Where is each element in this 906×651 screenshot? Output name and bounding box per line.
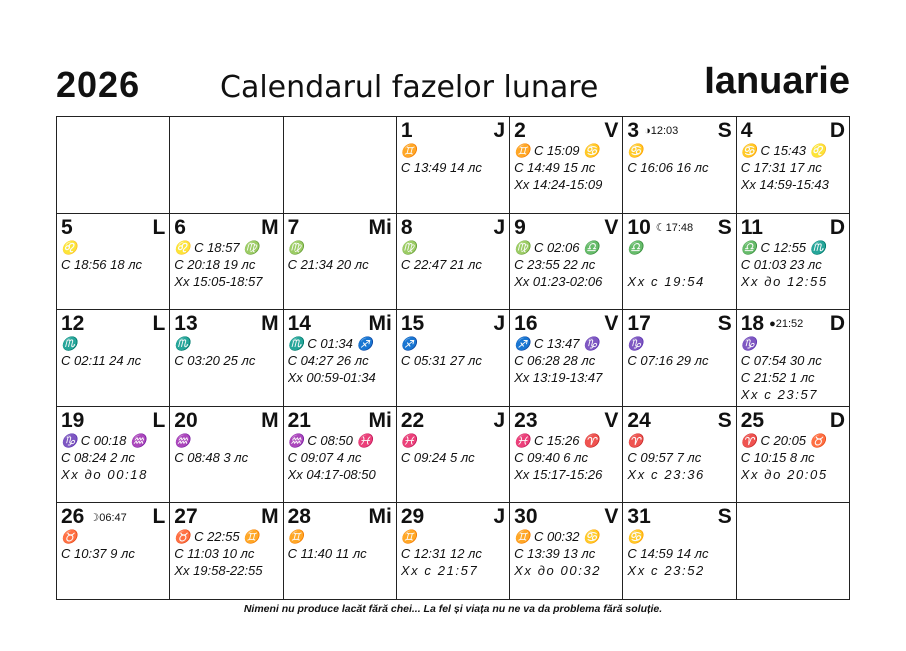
moon-info-line: C 18:56 18 лс (61, 256, 143, 272)
day-header (61, 217, 165, 239)
day-number: 10 (627, 215, 651, 239)
weekday-letter: J (493, 215, 506, 239)
zodiac-line: ♐ C 13:47 ♑ (514, 336, 600, 352)
moon-info-line: Xx 19:58-22:55 (174, 563, 263, 579)
empty-cell (737, 503, 850, 600)
moon-info-line: C 09:07 4 лс (287, 449, 362, 465)
moon-info-line: C 12:31 12 лс (400, 546, 482, 562)
moon-phase: ☽06:47 (89, 511, 127, 524)
day-cell-5 (57, 214, 170, 311)
zodiac-line: ♊ (287, 529, 304, 545)
zodiac-line: ♌ (61, 239, 78, 255)
moon-info-line: C 16:06 16 лс (627, 160, 709, 175)
moon-info-line: Xx до 20:05 (740, 466, 828, 482)
day-cell-23 (510, 407, 623, 504)
moon-info-line: C 09:40 6 лс (514, 449, 588, 465)
weekday-letter: V (604, 215, 619, 239)
day-cell-3 (623, 117, 736, 214)
weekday-letter: M (261, 505, 279, 529)
year-label: 2026 (56, 64, 141, 105)
zodiac-line: ♒ C 08:50 ♓ (287, 432, 373, 448)
weekday-letter: Mi (368, 505, 392, 529)
day-cell-27 (170, 503, 283, 600)
empty-cell (57, 117, 170, 214)
day-number: 27 (174, 505, 198, 529)
weekday-letter: D (829, 408, 845, 432)
day-header (61, 313, 165, 335)
weekday-letter: S (717, 119, 732, 142)
weekday-letter: D (829, 215, 845, 239)
weekday-letter: S (717, 312, 732, 336)
day-number: 5 (61, 215, 73, 239)
day-cell-7 (284, 214, 397, 311)
moon-info-line: Xx до 12:55 (740, 273, 828, 289)
day-number: 24 (627, 408, 651, 432)
day-cell-12 (57, 310, 170, 407)
day-cell-10 (623, 214, 736, 311)
moon-info-line: Xx 14:59-15:43 (740, 177, 829, 192)
moon-info-line: C 03:20 25 лс (174, 353, 256, 369)
zodiac-line: ♓ C 15:26 ♈ (514, 432, 600, 448)
day-number: 8 (400, 215, 413, 239)
zodiac-line: ♊ C 15:09 ♋ (514, 143, 600, 158)
day-cell-1 (397, 117, 510, 214)
day-cell-22 (397, 407, 510, 504)
day-cell-25 (737, 407, 850, 504)
moon-info-line: Xx 00:59-01:34 (287, 370, 376, 386)
day-cell-11 (737, 214, 850, 311)
weekday-letter: M (261, 312, 279, 336)
moon-info-line (627, 256, 731, 273)
zodiac-line: ♑ (740, 336, 757, 352)
moon-phase: ●21:52 (769, 318, 804, 331)
zodiac-line: ♈ (627, 432, 644, 448)
day-cell-30 (510, 503, 623, 600)
moon-info-line: C 02:11 24 лс (61, 353, 142, 369)
zodiac-line: ♑ C 00:18 ♒ (61, 432, 147, 448)
month-label: Ianuarie (704, 60, 850, 102)
moon-info-line: Xx c 23:36 (627, 466, 705, 482)
day-header (401, 120, 505, 142)
day-number: 25 (740, 408, 765, 432)
zodiac-line: ♓ (400, 432, 418, 448)
moon-info-line: C 05:31 27 лс (400, 353, 482, 369)
day-header (401, 410, 505, 432)
day-number: 7 (287, 215, 300, 239)
zodiac-line: ♑ (627, 336, 644, 352)
day-number: 3 (627, 119, 640, 142)
day-cell-13 (170, 310, 283, 407)
moon-info-line: C 06:28 28 лс (514, 353, 596, 369)
moon-info-line: C 08:24 2 лс (61, 449, 135, 465)
moon-info-line: C 14:49 15 лс (514, 160, 596, 175)
day-number: 12 (61, 312, 85, 336)
moon-info-line: C 22:47 21 лс (400, 256, 482, 272)
zodiac-line: ♋ (627, 143, 644, 158)
day-header (174, 506, 278, 528)
moon-info-line: Xx c 19:54 (627, 273, 705, 289)
calendar-grid (56, 116, 850, 600)
day-header (288, 217, 392, 239)
day-number: 31 (627, 505, 651, 529)
moon-info-line: C 01:03 23 лс (740, 256, 822, 272)
zodiac-line: ♏ (61, 336, 78, 352)
day-cell-17 (623, 310, 736, 407)
day-number: 13 (174, 312, 198, 336)
day-header (514, 217, 618, 239)
moon-info-line: Xx 04:17-08:50 (287, 466, 376, 482)
day-cell-16 (510, 310, 623, 407)
day-header (741, 410, 845, 432)
day-header (627, 217, 731, 239)
moon-info-line: Xx 15:05-18:57 (174, 273, 263, 289)
weekday-letter: L (152, 505, 166, 529)
zodiac-line: ♎ C 12:55 ♏ (740, 239, 826, 255)
moon-info-line: C 09:57 7 лс (627, 449, 702, 465)
day-number: 20 (174, 408, 198, 432)
zodiac-line: ♊ (400, 143, 418, 158)
day-number: 23 (514, 408, 538, 432)
day-cell-8 (397, 214, 510, 311)
moon-info-line: C 13:49 14 лс (400, 160, 482, 175)
day-header (61, 410, 165, 432)
day-cell-29 (397, 503, 510, 600)
day-header (288, 506, 392, 528)
day-header (741, 217, 845, 239)
moon-info-line: C 21:52 1 лс (740, 370, 815, 386)
day-cell-28 (284, 503, 397, 600)
zodiac-line: ♏ (174, 336, 191, 352)
zodiac-line: ♌ C 18:57 ♍ (174, 239, 260, 255)
moon-info-line: C 07:16 29 лс (627, 353, 709, 369)
day-number: 2 (514, 119, 526, 142)
day-header (174, 217, 278, 239)
day-header (514, 120, 618, 142)
day-cell-21 (284, 407, 397, 504)
weekday-letter: V (604, 408, 619, 432)
zodiac-line: ♎ (627, 239, 644, 255)
weekday-letter: J (493, 505, 506, 529)
day-cell-6 (170, 214, 283, 311)
zodiac-line: ♉ (61, 529, 78, 545)
day-number: 17 (627, 312, 651, 336)
moon-info-line: C 08:48 3 лс (174, 449, 249, 465)
weekday-letter: S (717, 408, 732, 432)
weekday-letter: M (261, 215, 279, 239)
day-number: 11 (740, 215, 763, 239)
zodiac-line: ♋ C 15:43 ♌ (740, 143, 826, 158)
zodiac-line: ♐ (400, 336, 418, 352)
day-header (401, 217, 505, 239)
day-number: 1 (400, 119, 413, 142)
moon-info-line: C 20:18 19 лс (174, 256, 256, 272)
day-number: 29 (400, 505, 425, 529)
day-header (741, 313, 845, 335)
moon-info-line: Xx c 23:57 (740, 387, 819, 403)
zodiac-line: ♉ C 22:55 ♊ (174, 529, 260, 545)
weekday-letter: V (604, 312, 619, 336)
moon-info-line: C 17:31 17 лс (740, 160, 822, 175)
moon-info-line: C 09:24 5 лс (400, 449, 475, 465)
moon-phase: ☾17:48 (655, 222, 694, 235)
day-number: 22 (400, 408, 425, 432)
moon-info-line: C 21:34 20 лс (287, 256, 369, 272)
day-header (401, 506, 505, 528)
weekday-letter: J (493, 119, 506, 142)
day-header (514, 506, 618, 528)
moon-info-line: C 07:54 30 лс (740, 353, 822, 369)
day-header (288, 410, 392, 432)
zodiac-line: ♊ (400, 529, 418, 545)
weekday-letter: L (152, 215, 166, 239)
day-cell-2 (510, 117, 623, 214)
zodiac-line: ♋ (627, 529, 644, 545)
day-cell-26 (57, 503, 170, 600)
day-cell-24 (623, 407, 736, 504)
weekday-letter: S (717, 215, 732, 239)
day-cell-14 (284, 310, 397, 407)
day-header (514, 313, 618, 335)
moon-info-line: C 14:59 14 лс (627, 546, 709, 562)
weekday-letter: Mi (368, 312, 392, 336)
day-number: 15 (400, 312, 425, 336)
zodiac-line: ♍ (400, 239, 418, 255)
zodiac-line: ♒ (174, 432, 191, 448)
weekday-letter: J (493, 408, 506, 432)
zodiac-line: ♊ C 00:32 ♋ (514, 529, 600, 545)
day-header (61, 506, 165, 528)
day-number: 21 (287, 408, 311, 432)
weekday-letter: D (829, 119, 845, 142)
weekday-letter: L (152, 408, 166, 432)
day-header (174, 313, 278, 335)
day-cell-4 (737, 117, 850, 214)
weekday-letter: V (604, 119, 619, 142)
moon-info-line: C 23:55 22 лс (514, 256, 596, 272)
day-header (514, 410, 618, 432)
weekday-letter: V (604, 505, 619, 529)
day-cell-31 (623, 503, 736, 600)
moon-info-line: Xx c 23:52 (627, 563, 705, 579)
moon-info-line: C 10:37 9 лс (61, 546, 135, 562)
day-number: 19 (61, 408, 85, 432)
moon-info-line: C 11:03 10 лс (174, 546, 255, 562)
day-number: 28 (287, 505, 311, 529)
day-header (741, 120, 845, 142)
moon-info-line: Xx 01:23-02:06 (514, 273, 603, 289)
moon-info-line: Xx c 21:57 (400, 563, 479, 579)
moon-info-line: C 04:27 26 лс (287, 353, 369, 369)
weekday-letter: J (493, 312, 506, 336)
weekday-letter: D (829, 312, 845, 336)
day-number: 30 (514, 505, 538, 529)
day-cell-20 (170, 407, 283, 504)
weekday-letter: S (717, 505, 732, 529)
weekday-letter: L (152, 312, 166, 336)
day-number: 18 (740, 312, 765, 336)
day-number: 6 (174, 215, 186, 239)
zodiac-line: ♏ C 01:34 ♐ (287, 336, 373, 352)
day-header (174, 410, 278, 432)
zodiac-line: ♈ C 20:05 ♉ (740, 432, 826, 448)
moon-info-line: C 11:40 11 лс (287, 546, 367, 562)
day-header (627, 120, 731, 142)
zodiac-line: ♍ (287, 239, 304, 255)
day-number: 26 (61, 505, 85, 529)
day-header (288, 313, 392, 335)
moon-info-line: Xx 15:17-15:26 (514, 466, 603, 482)
zodiac-line: ♍ C 02:06 ♎ (514, 239, 600, 255)
moon-info-line: C 10:15 8 лс (740, 449, 815, 465)
moon-info-line: Xx 13:19-13:47 (514, 370, 603, 386)
moon-info-line: Xx до 00:32 (514, 563, 602, 579)
moon-info-line: Xx до 00:18 (61, 466, 148, 482)
moon-info-line: C 13:39 13 лс (514, 546, 596, 562)
weekday-letter: Mi (368, 408, 392, 432)
moon-phase: ◑12:03 (644, 125, 679, 137)
day-header (627, 410, 731, 432)
moon-info-line: Xx 14:24-15:09 (514, 177, 603, 192)
day-number: 16 (514, 312, 538, 336)
day-header (401, 313, 505, 335)
day-cell-18 (737, 310, 850, 407)
footer-quote: Nimeni nu produce lacăt fără chei... La fel și viața nu ne va da problema fără soluție. (243, 603, 663, 615)
day-number: 9 (514, 215, 526, 239)
calendar-title: Calendarul fazelor lunare (220, 70, 599, 105)
day-number: 4 (740, 119, 753, 142)
day-cell-15 (397, 310, 510, 407)
day-cell-19 (57, 407, 170, 504)
day-header (627, 313, 731, 335)
day-cell-9 (510, 214, 623, 311)
day-header (627, 506, 731, 528)
empty-cell (284, 117, 397, 214)
day-number: 14 (287, 312, 311, 336)
empty-cell (170, 117, 283, 214)
weekday-letter: Mi (368, 215, 392, 239)
weekday-letter: M (261, 408, 279, 432)
